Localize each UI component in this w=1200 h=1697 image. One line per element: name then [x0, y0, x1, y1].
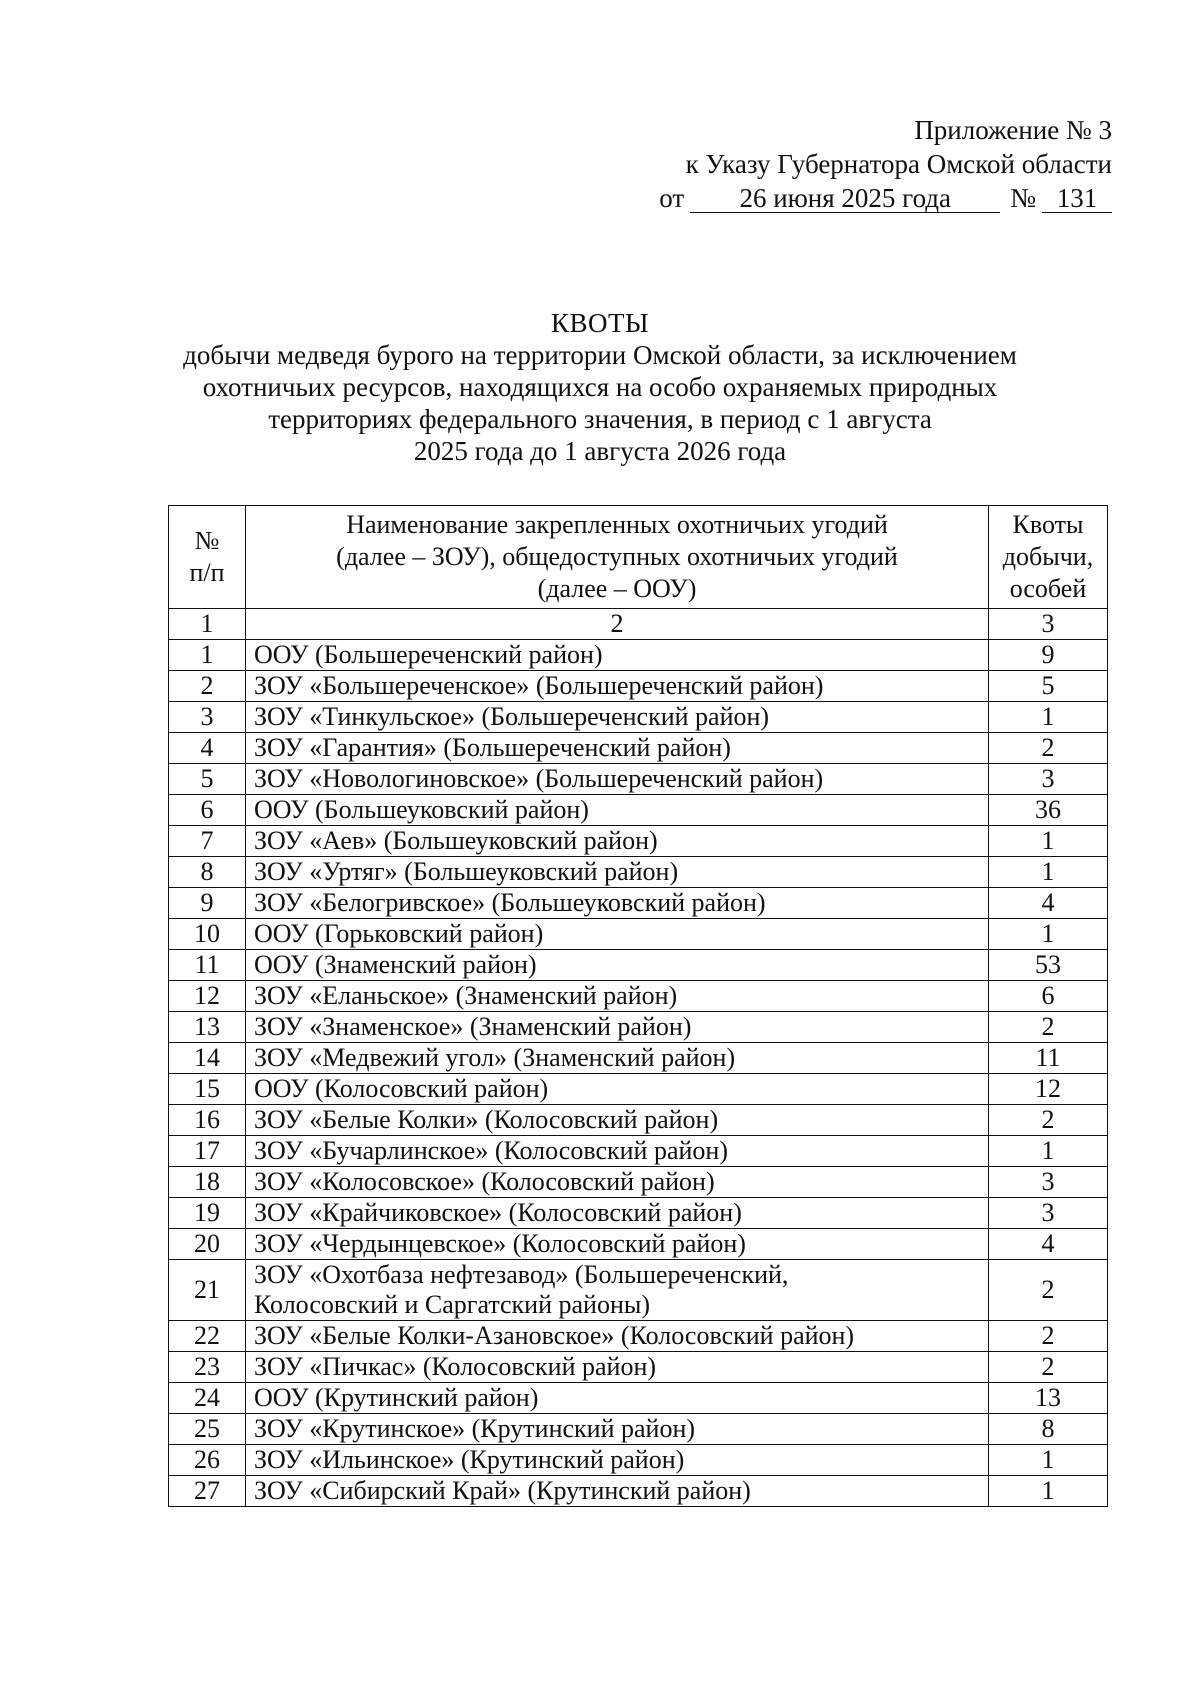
row-number: 6: [169, 795, 246, 826]
title-line-2: охотничьих ресурсов, находящихся на особо охраняемых природных: [202, 372, 998, 402]
row-number: 23: [169, 1352, 246, 1383]
row-quota: 1: [989, 702, 1108, 733]
row-number: 18: [169, 1167, 246, 1198]
table-row: [169, 795, 1108, 826]
row-name: ООУ (Знаменский район): [246, 950, 989, 981]
row-number: 15: [169, 1074, 246, 1105]
row-number: 16: [169, 1105, 246, 1136]
row-number: 22: [169, 1321, 246, 1352]
table-row: [169, 857, 1108, 888]
table-row: [169, 1167, 1108, 1198]
row-quota: 5: [989, 671, 1108, 702]
row-name: ЗОУ «Гарантия» (Большереченский район): [246, 733, 989, 764]
row-name: ООУ (Горьковский район): [246, 919, 989, 950]
table-row: [169, 1352, 1108, 1383]
row-quota: 13: [989, 1383, 1108, 1414]
row-name: ЗОУ «Еланьское» (Знаменский район): [246, 981, 989, 1012]
table-row: [169, 950, 1108, 981]
table-row: [169, 826, 1108, 857]
row-number: 14: [169, 1043, 246, 1074]
table-row: [169, 1414, 1108, 1445]
table-row: [169, 1074, 1108, 1105]
row-quota: 6: [989, 981, 1108, 1012]
row-quota: 2: [989, 1105, 1108, 1136]
row-name: ООУ (Колосовский район): [246, 1074, 989, 1105]
row-quota: 12: [989, 1074, 1108, 1105]
index-cell: 2: [246, 609, 989, 640]
row-quota: 1: [989, 826, 1108, 857]
title-line-1: добычи медведя бурого на территории Омской области, за исключением: [183, 340, 1017, 370]
document-title: [170, 307, 1030, 467]
row-name: ЗОУ «Медвежий угол» (Знаменский район): [246, 1043, 989, 1074]
row-number: 8: [169, 857, 246, 888]
appendix-header: [659, 113, 1112, 215]
row-quota: 1: [989, 1445, 1108, 1476]
row-quota: 36: [989, 795, 1108, 826]
header-name: Наименование закрепленных охотничьих угодий (далее – ЗОУ), общедоступных охотничьих угодий (далее – ООУ): [246, 506, 989, 609]
row-number: 13: [169, 1012, 246, 1043]
table-row: [169, 1260, 1108, 1321]
row-number: 9: [169, 888, 246, 919]
index-cell: 1: [169, 609, 246, 640]
row-name: ООУ (Большеуковский район): [246, 795, 989, 826]
row-name: ЗОУ «Белые Колки-Азановское» (Колосовский район): [246, 1321, 989, 1352]
title-line-3: территориях федерального значения, в период с 1 августа: [268, 404, 932, 434]
row-number: 7: [169, 826, 246, 857]
row-name: ЗОУ «Ильинское» (Крутинский район): [246, 1445, 989, 1476]
row-name: ЗОУ «Бучарлинское» (Колосовский район): [246, 1136, 989, 1167]
row-quota: 1: [989, 1476, 1108, 1507]
table-row: [169, 671, 1108, 702]
row-name: ООУ (Большереченский район): [246, 640, 989, 671]
table-row: [169, 1445, 1108, 1476]
row-name: ЗОУ «Белые Колки» (Колосовский район): [246, 1105, 989, 1136]
row-name: ЗОУ «Сибирский Край» (Крутинский район): [246, 1476, 989, 1507]
row-quota: 1: [989, 857, 1108, 888]
table-row: [169, 1321, 1108, 1352]
appendix-decree: к Указу Губернатора Омской области: [685, 149, 1112, 179]
row-quota: 4: [989, 888, 1108, 919]
row-number: 11: [169, 950, 246, 981]
column-index-row: [169, 609, 1108, 640]
table-row: [169, 1012, 1108, 1043]
decree-number: 131: [1042, 184, 1112, 213]
appendix-title: Приложение № 3: [914, 115, 1112, 145]
table-row: [169, 640, 1108, 671]
table-row: [169, 1105, 1108, 1136]
row-name-line-1: ЗОУ «Охотбаза нефтезавод» (Большереченский,: [254, 1260, 789, 1289]
row-quota: 1: [989, 1136, 1108, 1167]
table-row: [169, 733, 1108, 764]
row-quota: 53: [989, 950, 1108, 981]
table-row: [169, 919, 1108, 950]
row-quota: 8: [989, 1414, 1108, 1445]
row-name: ЗОУ «Знаменское» (Знаменский район): [246, 1012, 989, 1043]
table-row: [169, 981, 1108, 1012]
row-quota: 11: [989, 1043, 1108, 1074]
title-main: КВОТЫ: [550, 308, 650, 338]
row-quota: 2: [989, 733, 1108, 764]
table-row: [169, 1229, 1108, 1260]
row-number: 5: [169, 764, 246, 795]
row-number: 27: [169, 1476, 246, 1507]
row-name: ЗОУ «Новологиновское» (Большереченский район): [246, 764, 989, 795]
table-row: [169, 888, 1108, 919]
row-name-line-2: Колосовский и Саргатский районы): [254, 1290, 650, 1319]
title-line-4: 2025 года до 1 августа 2026 года: [413, 436, 787, 466]
row-quota: 9: [989, 640, 1108, 671]
table-row: [169, 702, 1108, 733]
row-name: ЗОУ «Большереченское» (Большереченский район): [246, 671, 989, 702]
row-number: 20: [169, 1229, 246, 1260]
row-quota: 2: [989, 1321, 1108, 1352]
row-quota: 4: [989, 1229, 1108, 1260]
row-name: ЗОУ «Белогривское» (Большеуковский район): [246, 888, 989, 919]
row-number: 1: [169, 640, 246, 671]
row-name: ЗОУ «Крутинское» (Крутинский район): [246, 1414, 989, 1445]
table-row: [169, 1383, 1108, 1414]
row-name: ЗОУ «Уртяг» (Большеуковский район): [246, 857, 989, 888]
row-number: 3: [169, 702, 246, 733]
header-number: № п/п: [169, 506, 246, 609]
number-label: №: [1010, 183, 1036, 213]
table-row: [169, 764, 1108, 795]
row-quota: 3: [989, 764, 1108, 795]
row-name: [246, 1260, 989, 1321]
row-name: ЗОУ «Тинкульское» (Большереченский район): [246, 702, 989, 733]
row-number: 4: [169, 733, 246, 764]
row-quota: 1: [989, 919, 1108, 950]
row-name: ЗОУ «Пичкас» (Колосовский район): [246, 1352, 989, 1383]
table-row: [169, 1198, 1108, 1229]
row-number: 10: [169, 919, 246, 950]
row-name: ЗОУ «Крайчиковское» (Колосовский район): [246, 1198, 989, 1229]
row-number: 25: [169, 1414, 246, 1445]
row-number: 12: [169, 981, 246, 1012]
quota-table: [168, 505, 1108, 1507]
row-number: 21: [169, 1260, 246, 1321]
row-number: 24: [169, 1383, 246, 1414]
index-cell: 3: [989, 609, 1108, 640]
decree-date-line: [659, 181, 1112, 215]
table-row: [169, 1476, 1108, 1507]
row-quota: 3: [989, 1198, 1108, 1229]
table-row: [169, 1043, 1108, 1074]
row-name: ЗОУ «Колосовское» (Колосовский район): [246, 1167, 989, 1198]
row-number: 26: [169, 1445, 246, 1476]
table-header-row: [169, 506, 1108, 609]
row-quota: 2: [989, 1260, 1108, 1321]
row-number: 17: [169, 1136, 246, 1167]
row-name: ЗОУ «Аев» (Большеуковский район): [246, 826, 989, 857]
row-number: 19: [169, 1198, 246, 1229]
row-quota: 2: [989, 1352, 1108, 1383]
row-quota: 2: [989, 1012, 1108, 1043]
table-row: [169, 1136, 1108, 1167]
row-number: 2: [169, 671, 246, 702]
table-body: [169, 609, 1108, 1507]
row-name: ООУ (Крутинский район): [246, 1383, 989, 1414]
header-quota: Квоты добычи, особей: [989, 506, 1108, 609]
row-quota: 3: [989, 1167, 1108, 1198]
row-name: ЗОУ «Чердынцевское» (Колосовский район): [246, 1229, 989, 1260]
from-label: от: [659, 183, 685, 213]
decree-date: 26 июня 2025 года: [690, 184, 1000, 213]
